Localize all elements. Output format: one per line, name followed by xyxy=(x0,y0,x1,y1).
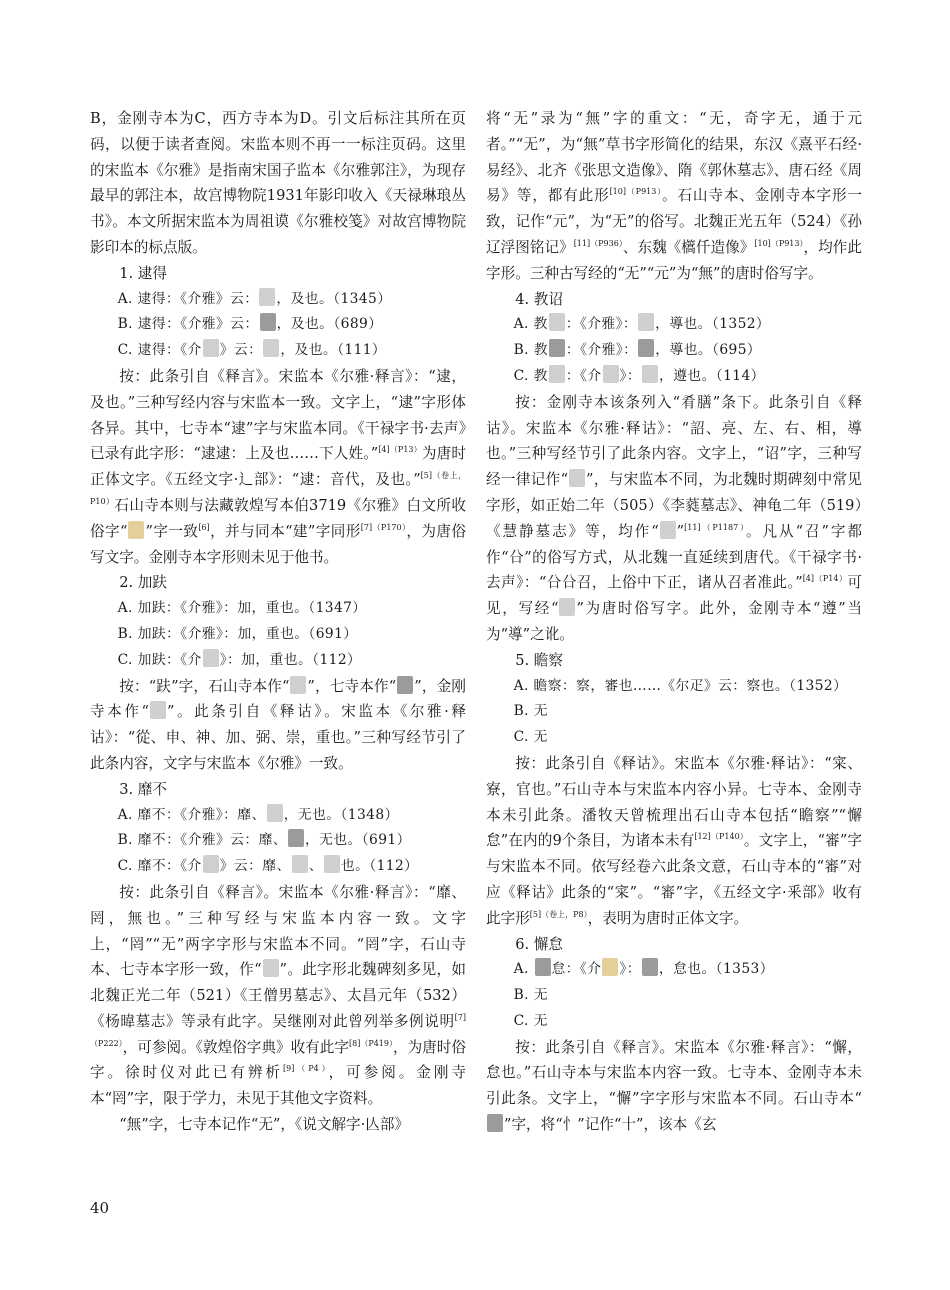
manuscript-glyph-image xyxy=(602,958,618,976)
manuscript-glyph-image xyxy=(260,313,276,331)
entry-5b: B. 无 xyxy=(513,703,548,720)
citation-ref: [6] xyxy=(198,522,210,532)
manuscript-glyph-image xyxy=(642,365,658,383)
manuscript-glyph-image xyxy=(535,958,551,976)
section-heading-5: 5. 瞻察 xyxy=(515,651,563,669)
manuscript-glyph-image xyxy=(292,855,308,873)
paragraph-note-7: 按：此条引自《释言》。宋监本《尔雅·释言》：“懈，怠也。”石山寺本与宋监本内容一致。七寺本、金刚寺本未引此条。文字上，“懈”字字形与宋监本不同。石山寺本“”字，将“忄”记作“十”，该本《玄 xyxy=(486,1038,862,1134)
left-column xyxy=(90,106,466,1138)
citation-ref: [11]（P1187） xyxy=(684,522,747,532)
manuscript-glyph-image xyxy=(259,288,275,306)
entry-6c: C. 无 xyxy=(513,1012,548,1029)
entry-3c: C. 靡不：《介 》云：靡、 、 也。（112） xyxy=(90,854,466,880)
citation-ref: [10]（P913） xyxy=(754,238,804,248)
citation-ref: [4]（P13） xyxy=(378,445,422,455)
manuscript-glyph-image xyxy=(203,339,219,357)
entry-1b: B. 逮得：《介雅》云： ，及也。（689） xyxy=(90,312,466,338)
manuscript-glyph-image xyxy=(638,313,654,331)
entry-6a: A. 怠：《介 》： ，怠也。（1353） xyxy=(486,957,862,983)
citation-ref: [10]（P913） xyxy=(609,187,663,197)
paragraph-note-4-cont: 将“无”录为“無”字的重文：“无，奇字无，通于元者。”“无”，为“無”草书字形简化的结果，东汉《熹平石经·易经》、北齐《张思文造像》、隋《郭休墓志》、唐石经《周易》等，都有此形$^{[10](P913)}$。石山寺本、金刚寺本字形一致，记作“元”，为“无”的俗写。北魏正光五年（524）《孙辽浮图铭记》$^{[11](P936)}$、东魏《㰏仟造像》$^{[10](P913)}$，均作此字形。三种古写经的“无”“元”为“無”的唐时俗写字。 xyxy=(486,110,862,282)
paragraph-intro: B，金刚寺本为C，西方寺本为D。引文后标注其所在页码，以便于读者查阅。宋监本则不再一一标注页码。这里的宋监本《尔雅》是指南宋国子监本《尔雅郭注》，为现存最早的郭注本，故宫博物院1931年影印收入《天禄琳琅丛书》。本文所据宋监本为周祖谟《尔雅校笺》对故宫博物院影印本的标点版。 xyxy=(90,110,466,256)
entry-6b: B. 无 xyxy=(513,987,548,1004)
citation-ref: [9]（P4） xyxy=(282,1064,329,1074)
entry-2b: B. 加趺：《介雅》：加，重也。（691） xyxy=(117,625,358,642)
section-heading-2: 2. 加趺 xyxy=(119,574,167,592)
section-heading-1: 1. 逮得 xyxy=(119,264,167,282)
manuscript-glyph-image xyxy=(203,855,219,873)
citation-ref: [7]（P170） xyxy=(360,522,407,532)
citation-ref: [5]（卷上，P10） xyxy=(90,471,466,506)
section-heading-6: 6. 懈怠 xyxy=(515,935,563,953)
manuscript-glyph-image xyxy=(487,1114,503,1132)
paragraph-note-2: 按：“趺”字，石山寺本作“ ”，七寺本作“ ”，金刚寺本作“ ”。此条引自《释诂》。宋监本《尔雅·释诂》：“從、申、神、加、弼、崇，重也。”三种写经节引了此条内容，文字与宋监本《尔雅》一致。 xyxy=(90,677,466,772)
citation-ref: [11]（P936） xyxy=(573,238,623,248)
entry-1a: A. 逮得：《介雅》云： ，及也。（1345） xyxy=(90,287,466,313)
paragraph-note-6: 按：此条引自《释诂》。宋监本《尔雅·释诂》：“寀、寮，官也。”石山寺本与宋监本内容小异。七寺本、金刚寺本未引此条。潘牧天曾梳理出石山寺本包括“瞻察”“懈怠”在内的9个条目，为诸本未有$^{[12](P140)}$。文字上，“審”字与宋监本不同。依写经卷六此条文意，石山寺本的“審”对应《释诂》此条的“寀”。“審”字，《五经文字·釆部》收有此字形$^{[5](卷上,P8)}$，表明为唐时正体文字。 xyxy=(486,754,862,927)
manuscript-glyph-image xyxy=(549,339,565,357)
manuscript-glyph-image xyxy=(660,521,676,539)
manuscript-glyph-image xyxy=(549,313,565,331)
manuscript-glyph-image xyxy=(263,339,279,357)
citation-ref: [7]（P222） xyxy=(90,1012,466,1048)
entry-3a: A. 靡不：《介雅》：靡、 ，无也。（1348） xyxy=(90,803,466,829)
manuscript-glyph-image xyxy=(642,958,658,976)
manuscript-glyph-image xyxy=(203,649,219,667)
manuscript-glyph-image xyxy=(397,676,413,694)
entry-2a: A. 加趺：《介雅》：加，重也。（1347） xyxy=(117,600,367,617)
paragraph-note-5: 按：金刚寺本该条列入“肴膳”条下。此条引自《释诂》。宋监本《尔雅·释诂》：“詔、亮、左、右、相，導也。”三种写经节引了此条内容。文字上，“诏”字，三种写经一律记作“ ”，与宋监本不同，为北魏时期碑刻中常见字形，如正始二年（505）《李蕤墓志》、神龟二年（519）《慧静墓志》等，均作“ ”$^{[11](P1187)}$。凡从“召”字都作“㕣”的俗写方式，从北魏一直延续到唐代。《干禄字书·去声》：“㕣㕣召，上俗中下正，诸从召者准此。”$^{[4](P14)}$可见，写经“ ”为唐时俗写字。此外，金刚寺本“遵”当为“導”之讹。 xyxy=(486,393,862,643)
paragraph-note-1: 按：此条引自《释言》。宋监本《尔雅·释言》：“逮，及也。”三种写经内容与宋监本一致。文字上，“逮”字形体各异。其中，七寺本“逮”字与宋监本同。《干禄字书·去声》已录有此字形：“逮逮：上及也……下人姓。”$^{[4](P13)}$为唐时正体文字。《五经文字·辶部》：“逮：音代，及也。”$^{[5](卷上,P10)}$石山寺本则与法藏敦煌写本伯3719《尔雅》白文所收俗字“ ”字一致[6]，并与同本“建”字同形$^{[7](P170)}$，为唐俗写文字。金刚寺本字形则未见于他书。 xyxy=(90,367,467,566)
citation-ref: [12]（P140） xyxy=(694,832,744,842)
entry-4b: B. 教 ：《介雅》： ，導也。（695） xyxy=(486,338,862,364)
citation-ref: [4]（P14） xyxy=(802,574,848,584)
entry-5a: A. 瞻察：察，審也……《尔疋》云：察也。（1352） xyxy=(513,677,848,694)
entry-4c: C. 教 ：《介 》： ，遵也。（114） xyxy=(486,364,862,390)
entry-1c: C. 逮得：《介 》云： ，及也。（111） xyxy=(90,338,466,364)
paragraph-note-4: “無”字，七寺本记作“无”，《说文解字·亾部》 xyxy=(119,1116,410,1134)
paragraph-note-3: 按：此条引自《释言》。宋监本《尔雅·释言》：“靡、罔，無也。”三种写经与宋监本内容一致。文字上，“罔”“无”两字字形与宋监本不同。“罔”字，石山寺本、七寺本字形一致，作“ ”。此字形北魏碑刻多见，如北魏正光二年（521）《王僧男墓志》、太昌元年（532）《杨暐墓志》等录有此字。吴继刚对此曾列举多例说明$^{[7](P222)}$，可参阅。《敦煌俗字典》收有此字$^{[8](P419)}$，为唐时俗字。徐时仪对此已有辨析$^{[9](P4)}$，可参阅。金刚寺本“罔”字，限于学力，未见于其他文字资料。 xyxy=(90,883,466,1108)
manuscript-glyph-image xyxy=(150,701,166,719)
entry-5c: C. 无 xyxy=(513,729,548,746)
manuscript-glyph-image xyxy=(603,365,619,383)
manuscript-glyph-image xyxy=(267,804,283,822)
section-heading-3: 3. 靡不 xyxy=(119,780,167,798)
citation-ref: [8]（P419） xyxy=(348,1038,393,1048)
manuscript-glyph-image xyxy=(324,855,340,873)
entry-4a: A. 教 ：《介雅》： ，導也。（1352） xyxy=(486,312,862,338)
manuscript-glyph-image xyxy=(569,469,585,487)
manuscript-glyph-image xyxy=(638,339,654,357)
entry-2c: C. 加趺：《介 》：加，重也。（112） xyxy=(90,648,466,674)
manuscript-glyph-image xyxy=(128,521,144,539)
manuscript-glyph-image xyxy=(288,829,304,847)
manuscript-glyph-image xyxy=(290,676,306,694)
citation-ref: [5]（卷上，P8） xyxy=(529,909,588,919)
right-column xyxy=(486,106,862,1138)
manuscript-glyph-image xyxy=(559,598,575,616)
entry-3b: B. 靡不：《介雅》云：靡、 ，无也。（691） xyxy=(90,828,466,854)
manuscript-glyph-image xyxy=(263,959,279,977)
section-heading-4: 4. 教诏 xyxy=(515,290,563,308)
manuscript-glyph-image xyxy=(549,365,565,383)
page-number: 40 xyxy=(90,1199,110,1217)
